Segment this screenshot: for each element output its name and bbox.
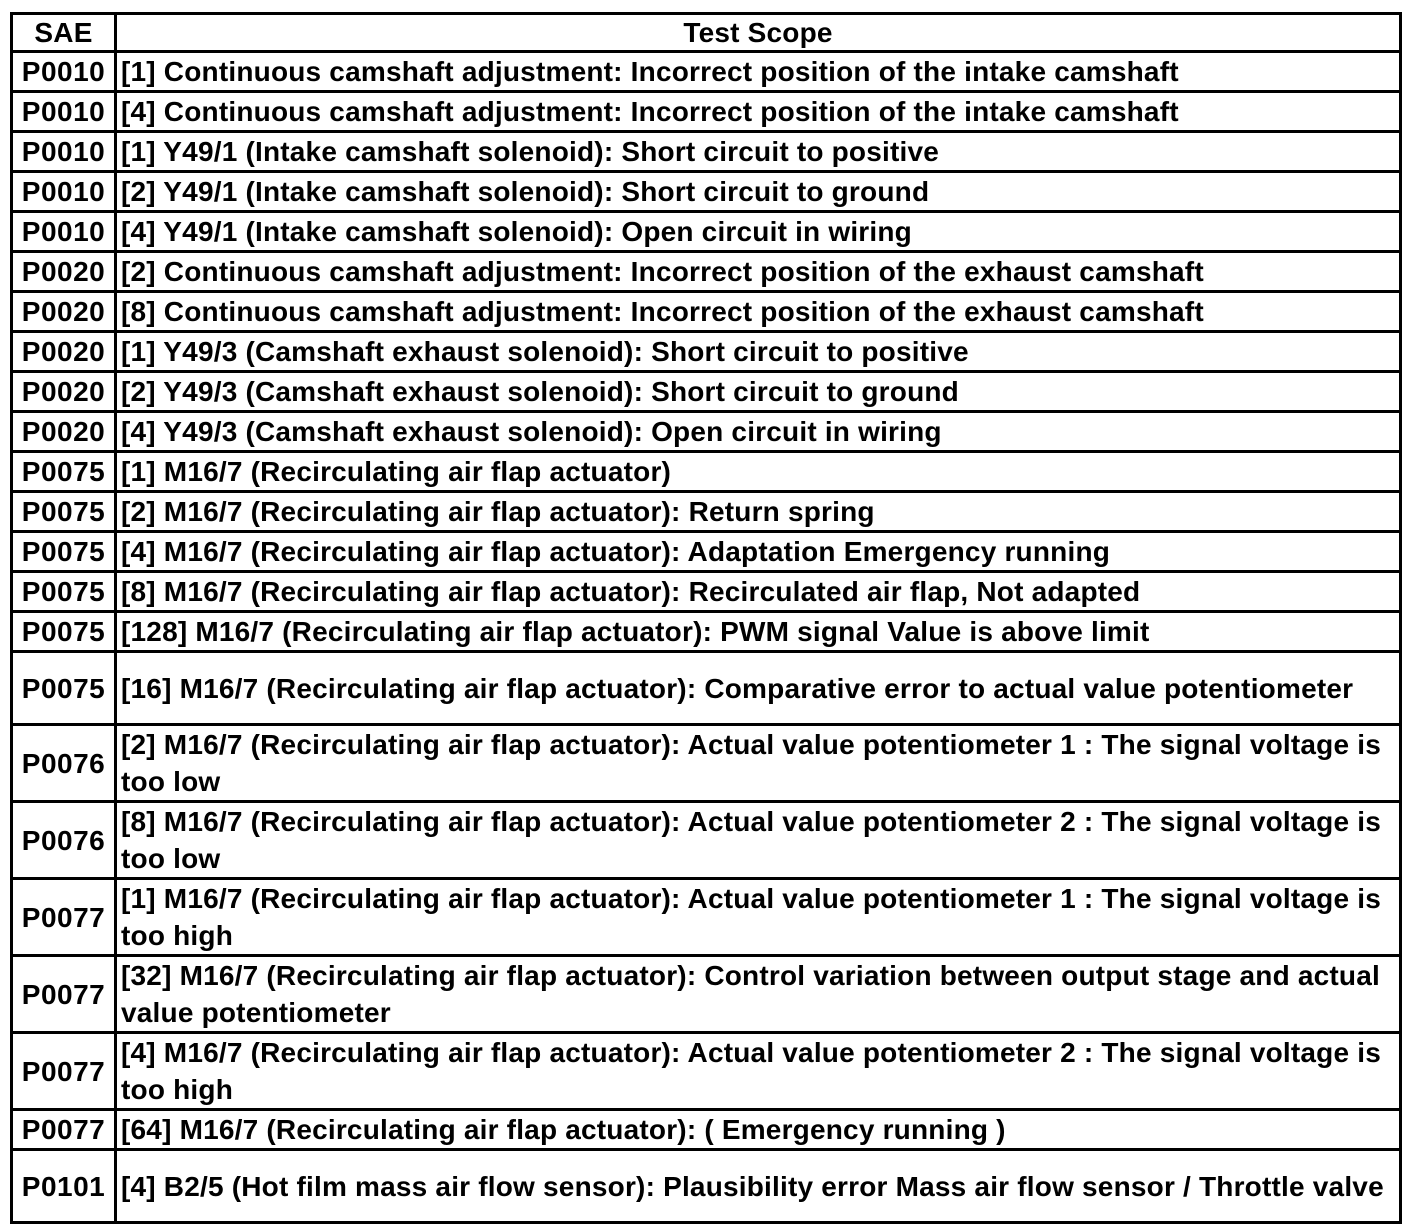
sae-code-cell: P0077 <box>12 1110 116 1150</box>
sae-code-cell: P0020 <box>12 412 116 452</box>
sae-code-cell: P0020 <box>12 292 116 332</box>
table-row <box>12 292 1401 332</box>
test-scope-cell: [2] M16/7 (Recirculating air flap actuator): Actual value potentiometer 1 : The signal voltage is too low <box>116 725 1401 802</box>
test-scope-cell: [4] B2/5 (Hot film mass air flow sensor): Plausibility error Mass air flow sensor / Throttle valve <box>116 1150 1401 1223</box>
table-row <box>12 652 1401 725</box>
sae-code-cell: P0010 <box>12 92 116 132</box>
test-scope-cell: [64] M16/7 (Recirculating air flap actuator): ( Emergency running ) <box>116 1110 1401 1150</box>
test-scope-cell: [1] Y49/1 (Intake camshaft solenoid): Short circuit to positive <box>116 132 1401 172</box>
table-row <box>12 252 1401 292</box>
test-scope-cell: [2] Y49/3 (Camshaft exhaust solenoid): Short circuit to ground <box>116 372 1401 412</box>
table-row <box>12 412 1401 452</box>
sae-code-cell: P0077 <box>12 1033 116 1110</box>
test-scope-cell: [8] M16/7 (Recirculating air flap actuator): Recirculated air flap, Not adapted <box>116 572 1401 612</box>
table-row <box>12 572 1401 612</box>
sae-code-cell: P0075 <box>12 652 116 725</box>
table-row <box>12 802 1401 879</box>
table-row <box>12 172 1401 212</box>
sae-code-cell: P0101 <box>12 1150 116 1223</box>
test-scope-cell: [2] Y49/1 (Intake camshaft solenoid): Short circuit to ground <box>116 172 1401 212</box>
sae-code-cell: P0010 <box>12 52 116 92</box>
table-row <box>12 452 1401 492</box>
sae-code-cell: P0010 <box>12 132 116 172</box>
test-scope-cell: [4] Y49/3 (Camshaft exhaust solenoid): Open circuit in wiring <box>116 412 1401 452</box>
table-header-row <box>12 14 1401 52</box>
table-row <box>12 725 1401 802</box>
sae-code-cell: P0075 <box>12 532 116 572</box>
test-scope-cell: [4] Continuous camshaft adjustment: Incorrect position of the intake camshaft <box>116 92 1401 132</box>
sae-code-cell: P0020 <box>12 252 116 292</box>
header-sae: SAE <box>12 14 116 52</box>
test-scope-cell: [4] Y49/1 (Intake camshaft solenoid): Open circuit in wiring <box>116 212 1401 252</box>
table-row <box>12 372 1401 412</box>
sae-code-cell: P0075 <box>12 572 116 612</box>
sae-code-cell: P0075 <box>12 492 116 532</box>
test-scope-cell: [32] M16/7 (Recirculating air flap actuator): Control variation between output stage and actual value potentiometer <box>116 956 1401 1033</box>
dtc-test-scope-table <box>10 12 1402 1224</box>
test-scope-cell: [2] Continuous camshaft adjustment: Incorrect position of the exhaust camshaft <box>116 252 1401 292</box>
sae-code-cell: P0075 <box>12 452 116 492</box>
test-scope-cell: [4] M16/7 (Recirculating air flap actuator): Actual value potentiometer 2 : The signal voltage is too high <box>116 1033 1401 1110</box>
test-scope-cell: [1] Y49/3 (Camshaft exhaust solenoid): Short circuit to positive <box>116 332 1401 372</box>
dtc-table-container <box>10 12 1399 1224</box>
table-row <box>12 879 1401 956</box>
sae-code-cell: P0076 <box>12 802 116 879</box>
table-row <box>12 532 1401 572</box>
sae-code-cell: P0077 <box>12 956 116 1033</box>
sae-code-cell: P0010 <box>12 212 116 252</box>
test-scope-cell: [1] M16/7 (Recirculating air flap actuator): Actual value potentiometer 1 : The signal voltage is too high <box>116 879 1401 956</box>
test-scope-cell: [8] Continuous camshaft adjustment: Incorrect position of the exhaust camshaft <box>116 292 1401 332</box>
test-scope-cell: [1] Continuous camshaft adjustment: Incorrect position of the intake camshaft <box>116 52 1401 92</box>
table-row <box>12 332 1401 372</box>
test-scope-cell: [2] M16/7 (Recirculating air flap actuator): Return spring <box>116 492 1401 532</box>
sae-code-cell: P0076 <box>12 725 116 802</box>
test-scope-cell: [4] M16/7 (Recirculating air flap actuator): Adaptation Emergency running <box>116 532 1401 572</box>
test-scope-cell: [1] M16/7 (Recirculating air flap actuator) <box>116 452 1401 492</box>
table-row <box>12 92 1401 132</box>
table-row <box>12 212 1401 252</box>
sae-code-cell: P0020 <box>12 332 116 372</box>
table-row <box>12 132 1401 172</box>
sae-code-cell: P0020 <box>12 372 116 412</box>
table-row <box>12 1150 1401 1223</box>
test-scope-cell: [16] M16/7 (Recirculating air flap actuator): Comparative error to actual value potentiometer <box>116 652 1401 725</box>
table-row <box>12 1110 1401 1150</box>
sae-code-cell: P0077 <box>12 879 116 956</box>
sae-code-cell: P0010 <box>12 172 116 212</box>
table-row <box>12 1033 1401 1110</box>
table-row <box>12 52 1401 92</box>
test-scope-cell: [8] M16/7 (Recirculating air flap actuator): Actual value potentiometer 2 : The signal voltage is too low <box>116 802 1401 879</box>
table-row <box>12 612 1401 652</box>
table-row <box>12 492 1401 532</box>
table-row <box>12 956 1401 1033</box>
test-scope-cell: [128] M16/7 (Recirculating air flap actuator): PWM signal Value is above limit <box>116 612 1401 652</box>
sae-code-cell: P0075 <box>12 612 116 652</box>
header-test-scope: Test Scope <box>116 14 1401 52</box>
